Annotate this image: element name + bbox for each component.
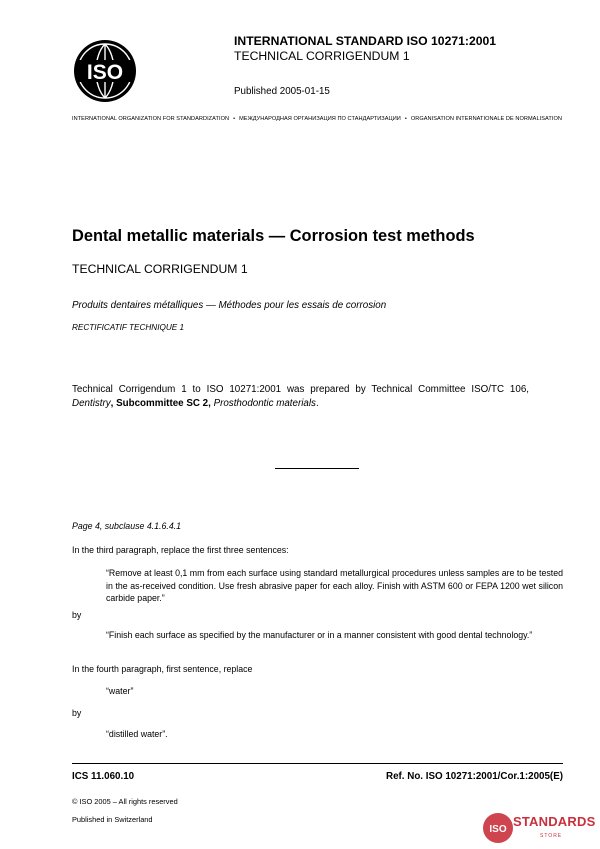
org-name-ru: МЕЖДУНАРОДНАЯ ОРГАНИЗАЦИЯ ПО СТАНДАРТИЗАЦИИ <box>239 116 401 122</box>
footer-divider <box>72 763 563 764</box>
intro-paragraph <box>72 383 529 411</box>
watermark-text: STANDARDS <box>513 814 596 829</box>
quoted-text-1: “Remove at least 0,1 mm from each surface using standard metallurgical procedures unless samples are to be tested in the as-received condition. Use fresh abrasive paper for each alloy. Finish with ASTM 600 or FEPA 1200 wet silicon carbide paper.” <box>106 568 563 603</box>
organization-line <box>72 116 562 122</box>
copyright-notice: © ISO 2005 – All rights reserved <box>72 797 178 806</box>
published-in: Published in Switzerland <box>72 815 153 824</box>
by-label-1: by <box>72 610 82 620</box>
watermark-store: STORE <box>540 833 563 839</box>
org-separator: • <box>404 116 407 122</box>
instruction-para-1: In the third paragraph, replace the first three sentences: <box>72 545 289 555</box>
by-label-2: by <box>72 708 82 718</box>
subcommittee-name: Prosthodontic materials <box>213 398 316 409</box>
document-subtitle: TECHNICAL CORRIGENDUM 1 <box>72 262 248 276</box>
instruction-para-2: In the fourth paragraph, first sentence, replace <box>72 664 253 674</box>
french-subtitle: RECTIFICATIF TECHNIQUE 1 <box>72 323 185 332</box>
quoted-text-3: “water” <box>106 686 134 696</box>
corrigendum-label: TECHNICAL CORRIGENDUM 1 <box>234 49 410 63</box>
published-date: Published 2005-01-15 <box>234 86 330 97</box>
reference-number: Ref. No. ISO 10271:2001/Cor.1:2005(E) <box>386 771 563 782</box>
french-title: Produits dentaires métalliques — Méthodes pour les essais de corrosion <box>72 300 387 311</box>
ics-code: ICS 11.060.10 <box>72 771 135 782</box>
quoted-text-4: “distilled water”. <box>106 729 168 739</box>
standard-title: INTERNATIONAL STANDARD ISO 10271:2001 <box>234 34 497 48</box>
document-title: Dental metallic materials — Corrosion test methods <box>72 227 475 245</box>
iso-logo <box>72 38 138 104</box>
org-separator: • <box>233 116 236 122</box>
intro-text-mid: , Subcommittee SC 2, <box>110 398 214 409</box>
iso-logo-text: ISO <box>86 61 124 84</box>
intro-text: Technical Corrigendum 1 to ISO 10271:2001 was prepared by Technical Committee ISO/TC 106, <box>72 384 529 395</box>
committee-name: Dentistry <box>72 398 111 409</box>
watermark-badge-text: ISO <box>489 824 507 835</box>
clause-reference: Page 4, subclause 4.1.6.4.1 <box>72 521 182 531</box>
org-name-fr: ORGANISATION INTERNATIONALE DE NORMALISATION <box>410 116 562 122</box>
intro-text-end: . <box>315 398 319 409</box>
org-name-en: INTERNATIONAL ORGANIZATION FOR STANDARDIZATION <box>72 116 230 122</box>
quoted-text-2: “Finish each surface as specified by the manufacturer or in a manner consistent with good dental technology.” <box>106 630 533 640</box>
divider <box>275 468 359 469</box>
